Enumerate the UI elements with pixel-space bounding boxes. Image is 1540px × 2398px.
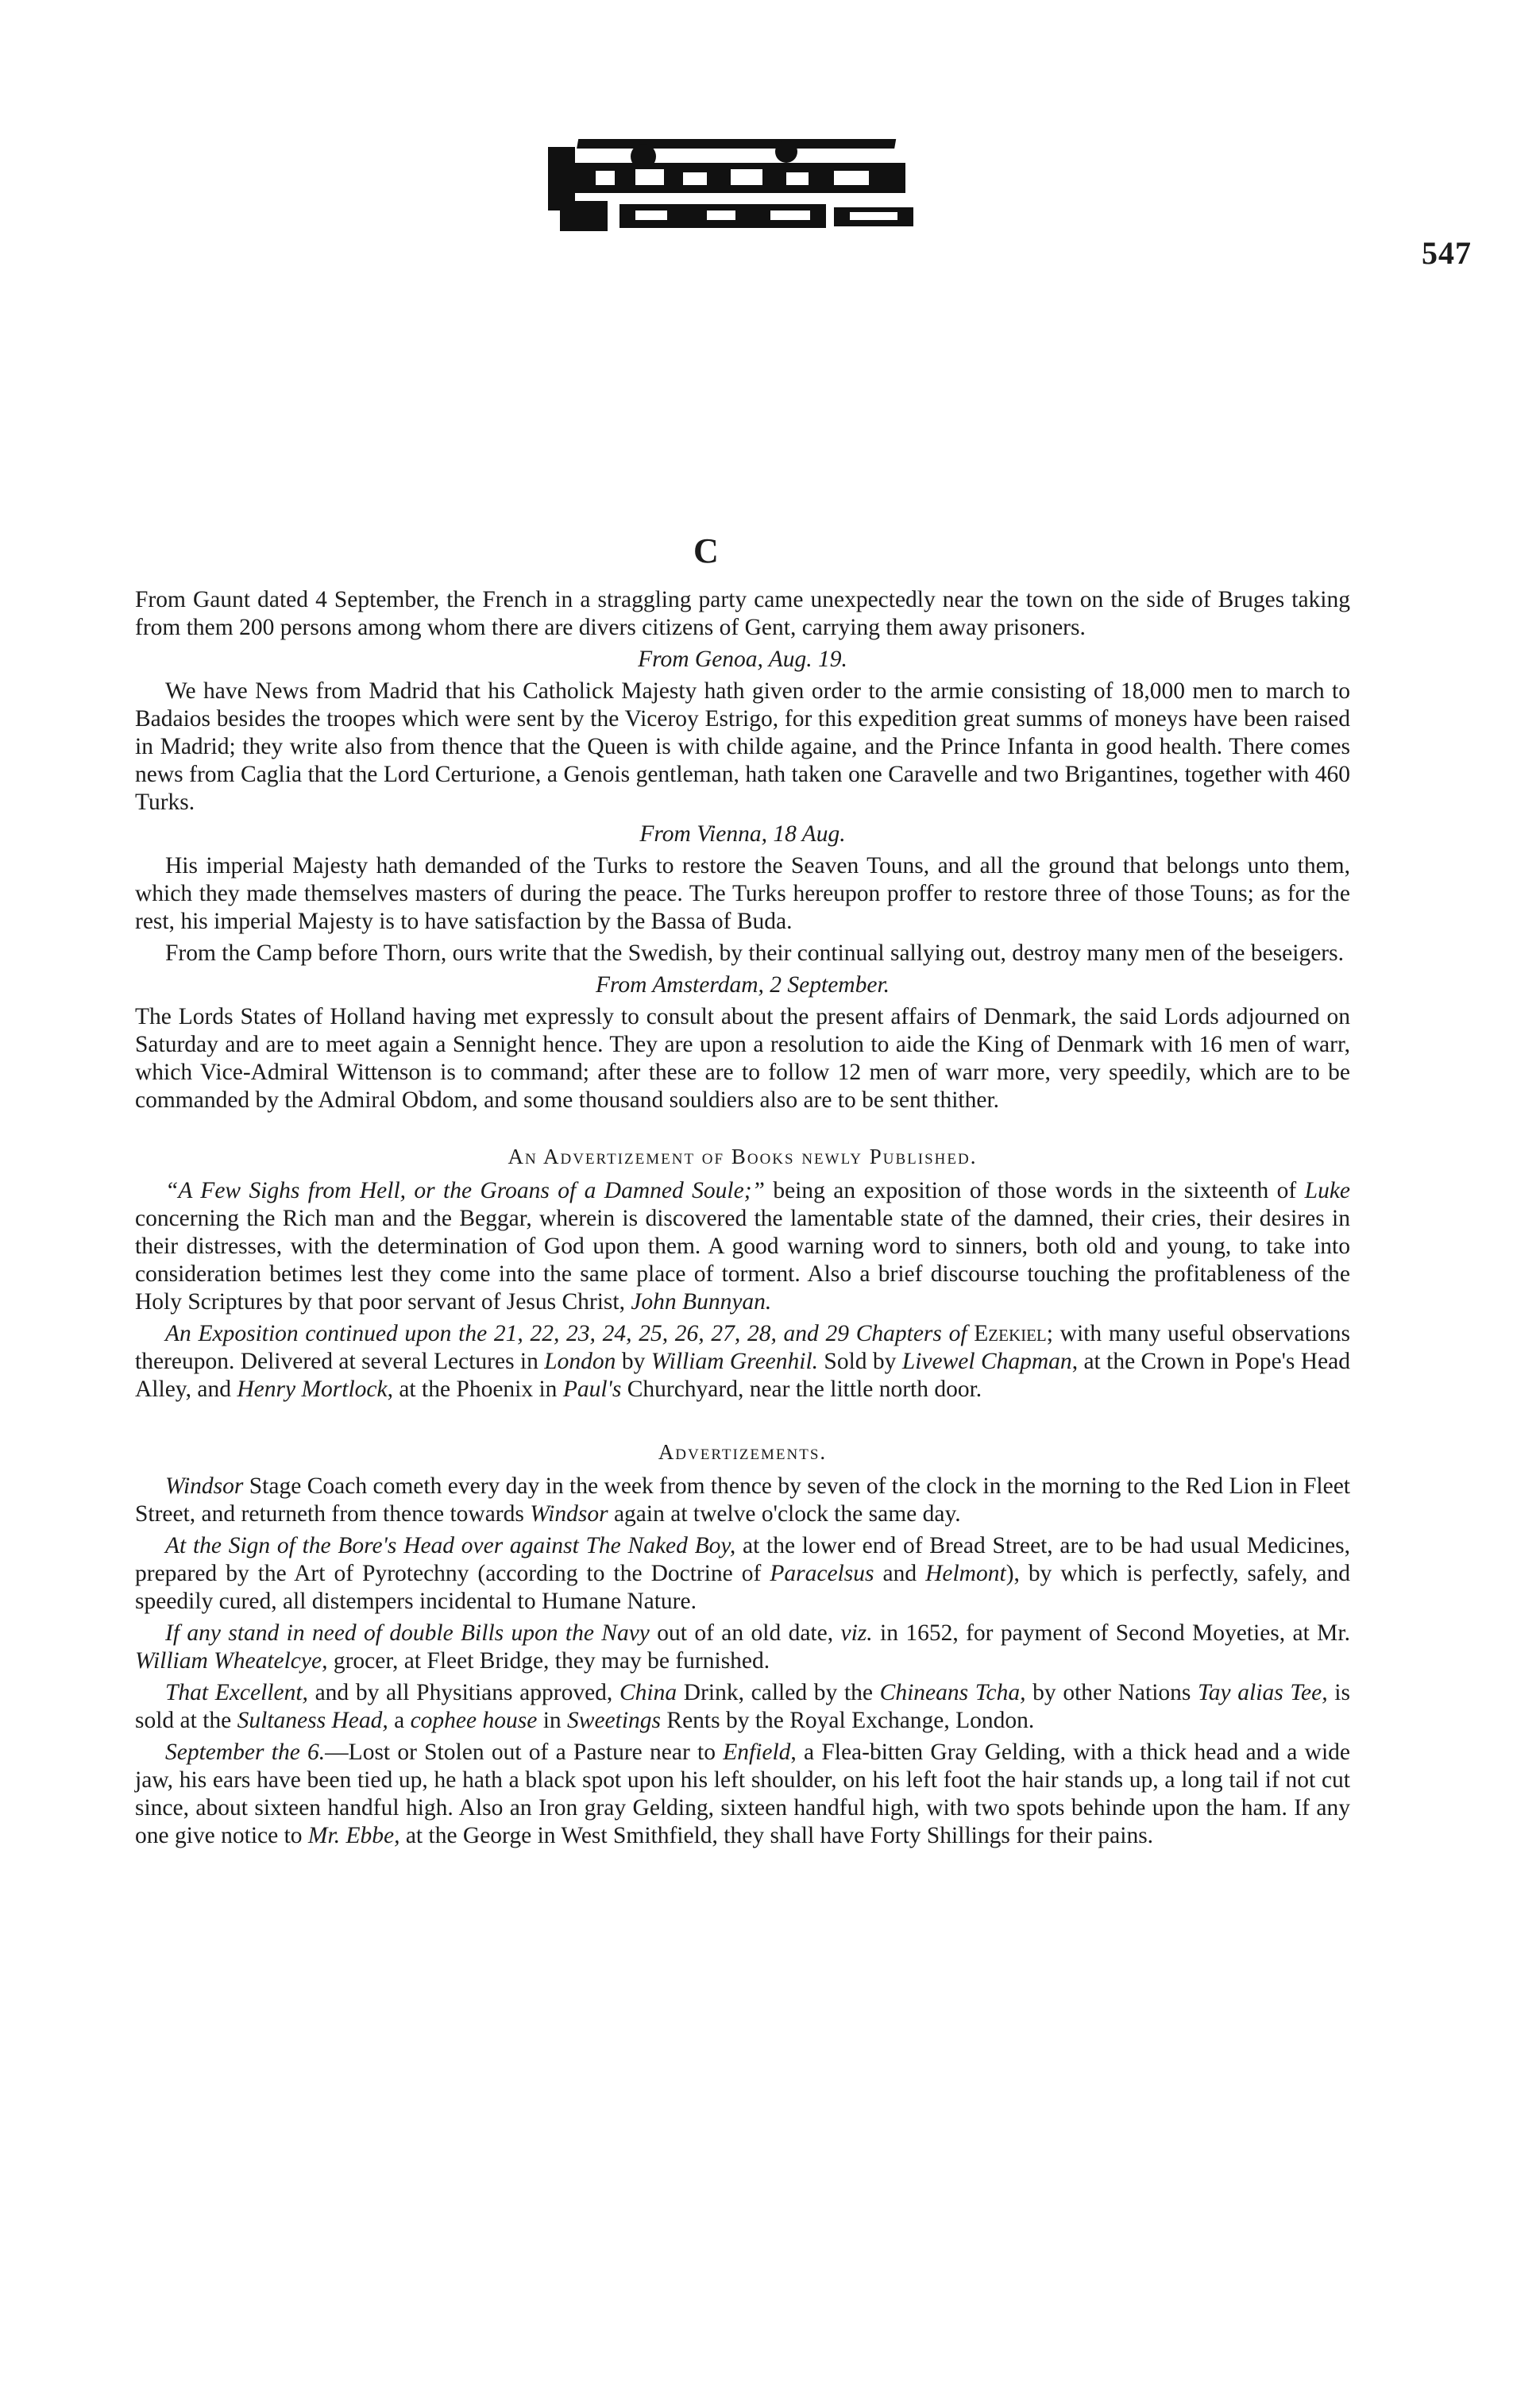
text-run: Sultaness Head, xyxy=(237,1708,388,1733)
text-run: William Greenhil. xyxy=(650,1349,819,1374)
text-run: viz. xyxy=(840,1620,873,1646)
text-run: ), by which is perfectly, safely, and speedily cured, all distempers incidental to Humane Nature. xyxy=(135,1561,1350,1614)
text-run: , at the Phoenix in xyxy=(387,1377,563,1402)
text-run: Tay alias Tee, xyxy=(1198,1680,1328,1705)
news-paragraph-thorn: From the Camp before Thorn, ours write that the Swedish, by their continual sallying out, destroy many men of the beseigers. xyxy=(165,940,1344,966)
news-paragraph-amsterdam: The Lords States of Holland having met expressly to consult about the present affairs of Denmark, the said Lords adjourned on Saturday and are to meet again a Sennight hence. They are upon a resolution to aide the King of Denmark with 16 men of warr, which Vice-Admiral Wittenson is to command; after these are to follow 12 men of warr more, very speedily, which are to be commanded by the Admiral Obdom, and some thousand souldiers also are to be sent thither. xyxy=(135,1004,1350,1113)
advert-navy-bills xyxy=(135,1620,1350,1675)
dateline-genoa: From Genoa, Aug. 19. xyxy=(638,647,847,672)
text-run: and xyxy=(874,1561,926,1586)
text-run: September the 6. xyxy=(165,1740,326,1765)
text-run: Windsor xyxy=(530,1501,608,1527)
text-run: Stage Coach cometh every day in the week from thence by seven of the clock in the morning to the Red Lion in Fleet Street, and returneth from thence towards xyxy=(135,1473,1350,1527)
text-run: Windsor xyxy=(165,1473,244,1499)
text-run: in 1652, for payment of Second Moyeties, at Mr. xyxy=(872,1620,1350,1646)
text-run: with many useful observations thereupon. Delivered at several Lectures in xyxy=(135,1321,1351,1374)
text-run: by other Nations xyxy=(1025,1680,1198,1705)
text-run: Churchyard, near the little north door. xyxy=(621,1377,982,1402)
text-run: cophee house xyxy=(410,1708,538,1733)
news-paragraph-genoa: We have News from Madrid that his Catholick Majesty hath given order to the armie consisting of 18,000 men to march to Badaios besides the troopes which were sent by the Viceroy Estrigo, for this expedition great summs of moneys have been raised in Madrid; they write also from thence that the Queen is with childe againe, and the Prince Infanta in good health. There comes news from Caglia that the Lord Certurione, a Genois gentleman, hath taken one Caravelle and two Brigantines, together with 460 Turks. xyxy=(135,678,1350,815)
text-run: Henry Mortlock xyxy=(237,1377,388,1402)
dateline-vienna: From Vienna, 18 Aug. xyxy=(639,821,846,847)
text-run: Luke xyxy=(1304,1178,1350,1203)
advert-lost-gelding xyxy=(135,1739,1350,1850)
advert-china-drink xyxy=(135,1679,1350,1735)
text-run: a xyxy=(388,1708,411,1733)
text-run: in xyxy=(537,1708,568,1733)
text-run: William Wheatelcye, xyxy=(135,1648,328,1674)
text-run: Sweetings xyxy=(567,1708,662,1733)
text-run: at the George in West Smithfield, they shall have Forty Shillings for their pains. xyxy=(399,1823,1154,1848)
masthead-logo-graphic xyxy=(548,131,929,250)
text-run: If any stand in need of double Bills upon the Navy xyxy=(165,1620,650,1646)
text-run: , at the Crown in Pope's Head Alley, and xyxy=(135,1349,1350,1402)
text-run: Sold by xyxy=(818,1349,902,1374)
text-run: , a Flea-bitten Gray Gelding, with a thick head and a wide jaw, his ears have been tied up, he hath a black spot upon his left shoulder, on his left foot the hair stands up, a long tail if not cut since, about sixteen handful high. Also an Iron gray Gelding, sixteen handful high, with two spots behinde upon the ham. If any one give notice to xyxy=(135,1740,1350,1848)
text-run: is sold at the xyxy=(135,1680,1350,1733)
text-run: At the Sign of the Bore's Head over against The Naked Boy, xyxy=(165,1533,736,1558)
book-title-exposition: An Exposition continued upon the 21, 22, 23, 24, 25, 26, 27, 28, and 29 Chapters of xyxy=(165,1321,967,1346)
text-run: China xyxy=(619,1680,677,1705)
article-body xyxy=(135,586,1350,1854)
newspaper-masthead-logo xyxy=(548,131,929,250)
advert-bores-head-medicines xyxy=(135,1532,1350,1616)
text-run: —Lost or Stolen out of a Pasture near to xyxy=(325,1740,724,1765)
books-heading: An Advertizement of Books newly Published. xyxy=(508,1145,978,1168)
book-advert-exposition xyxy=(135,1320,1350,1404)
text-run: Rents by the Royal Exchange, London. xyxy=(661,1708,1035,1733)
advert-windsor-coach xyxy=(135,1473,1350,1528)
text-run: being an exposition of those words in the sixteenth of xyxy=(764,1178,1305,1203)
text-run: Chineans Tcha, xyxy=(879,1680,1026,1705)
text-run: out of an old date, xyxy=(649,1620,841,1646)
news-paragraph-gaunt: From Gaunt dated 4 September, the French in a straggling party came unexpectedly near the town on the side of Bruges taking from them 200 persons among whom there are divers citizens of Gent, carrying them away prisoners. xyxy=(135,587,1350,640)
book-title-few-sighs: “A Few Sighs from Hell, or the Groans of a Damned Soule;” xyxy=(165,1178,765,1203)
text-run: Paracelsus xyxy=(770,1561,874,1586)
book-advert-few-sighs xyxy=(135,1177,1350,1316)
text-run: and by all Physitians approved, xyxy=(307,1680,619,1705)
page-number: 547 xyxy=(1422,235,1472,271)
text-run: Livewel Chapman xyxy=(901,1349,1072,1374)
text-run: Mr. Ebbe, xyxy=(307,1823,400,1848)
text-run: again at twelve o'clock the same day. xyxy=(608,1501,961,1527)
text-run: That Excellent, xyxy=(165,1680,308,1705)
book-author: John Bunnyan. xyxy=(631,1289,772,1315)
text-run: at the lower end of Bread Street, are to be had usual Medicines, prepared by the Art of Pyrotechny (according to the Doctrine of xyxy=(135,1533,1350,1586)
text-run: Drink, called by the xyxy=(677,1680,880,1705)
news-paragraph-vienna: His imperial Majesty hath demanded of the Turks to restore the Seaven Touns, and all the ground that belongs unto them, which they made themselves masters of during the peace. The Turks hereupon proffer to restore three of those Touns; as for the rest, his imperial Majesty is to have satisfaction by the Bassa of Buda. xyxy=(135,853,1350,934)
text-run: Enfield xyxy=(723,1740,791,1765)
section-ornament: C xyxy=(693,531,719,570)
dateline-amsterdam: From Amsterdam, 2 September. xyxy=(595,972,890,998)
advertisements-heading: Advertizements. xyxy=(658,1440,828,1464)
text-run: Helmont xyxy=(925,1561,1006,1586)
text-run: by xyxy=(616,1349,651,1374)
text-run: London xyxy=(544,1349,616,1374)
text-run: concerning the Rich man and the Beggar, wherein is discovered the lamentable state of the damned, their cries, their desires in their distresses, with the determination of God upon them. A good warning word to sinners, both old and young, to take into consideration betimes lest they come into the same place of torment. Also a brief discourse touching the profitableness of the Holy Scriptures by that poor servant of Jesus Christ, xyxy=(135,1206,1350,1315)
text-run: Ezekiel; xyxy=(967,1321,1053,1346)
text-run: Paul's xyxy=(562,1377,622,1402)
text-run: grocer, at Fleet Bridge, they may be furnished. xyxy=(327,1648,770,1674)
